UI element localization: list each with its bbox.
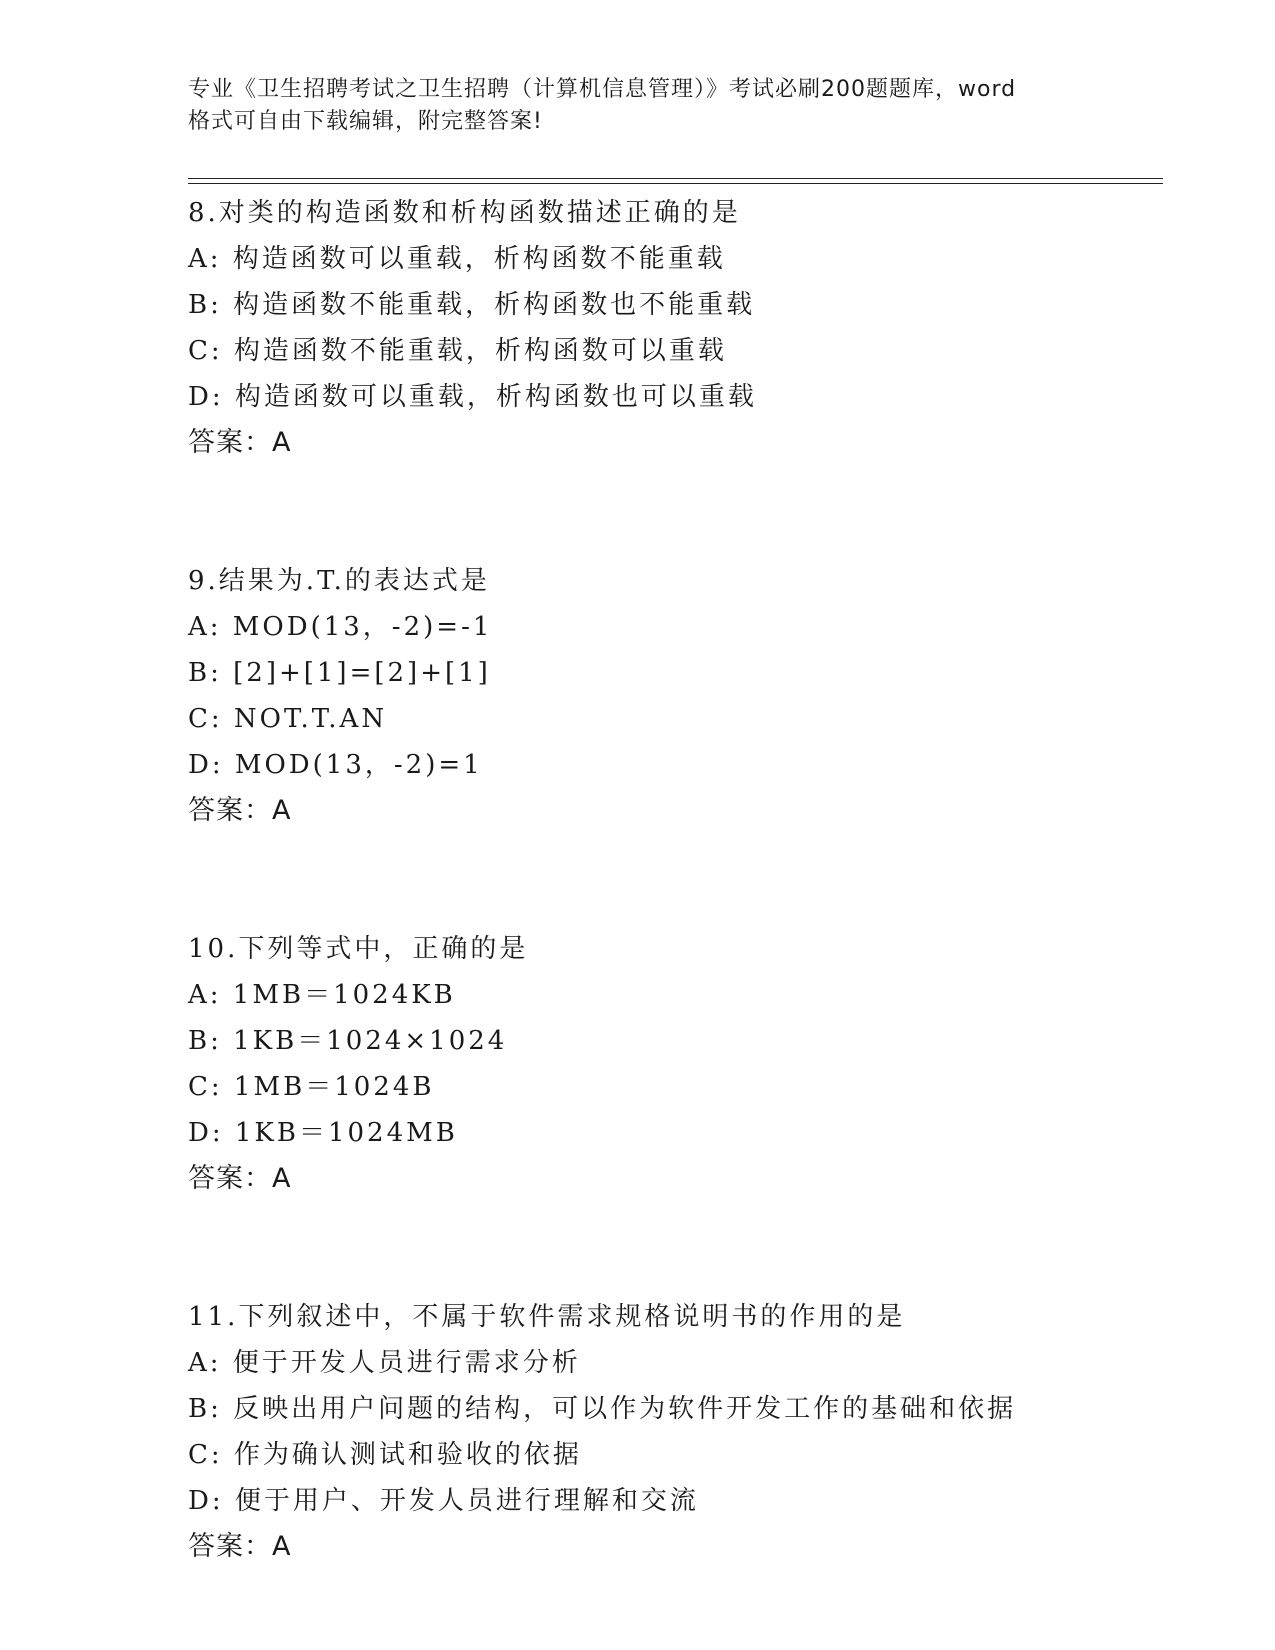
question-spacer xyxy=(188,466,1168,558)
answer-line: 答案：A xyxy=(188,1163,292,1194)
question-10 xyxy=(188,926,1168,1202)
option-c: C: NOT.T.AN xyxy=(188,704,388,734)
question-stem: 11.下列叙述中，不属于软件需求规格说明书的作用的是 xyxy=(188,1302,906,1332)
question-list xyxy=(188,190,1168,1570)
question-stem: 8.对类的构造函数和析构函数描述正确的是 xyxy=(188,198,741,228)
option-d: D: MOD(13，-2)=1 xyxy=(188,750,483,780)
option-c: C: 1MB＝1024B xyxy=(188,1072,435,1102)
header-line-2: 格式可自由下载编辑，附完整答案! xyxy=(188,109,543,134)
option-a: A: 1MB＝1024KB xyxy=(188,980,456,1010)
option-d: D: 便于用户、开发人员进行理解和交流 xyxy=(188,1486,699,1516)
question-spacer xyxy=(188,1202,1168,1294)
header-divider-top xyxy=(188,178,1163,179)
option-d: D: 1KB＝1024MB xyxy=(188,1118,458,1148)
answer-line: 答案：A xyxy=(188,427,292,458)
answer-line: 答案：A xyxy=(188,1531,292,1562)
header-divider-bottom xyxy=(188,183,1163,184)
option-b: B: 1KB＝1024×1024 xyxy=(188,1026,508,1056)
option-b: B: 构造函数不能重载，析构函数也不能重载 xyxy=(188,290,756,320)
header-line-1: 专业《卫生招聘考试之卫生招聘（计算机信息管理）》考试必刷200题题库，word xyxy=(188,77,1017,102)
document-header xyxy=(188,74,1108,138)
option-c: C: 构造函数不能重载，析构函数可以重载 xyxy=(188,336,727,366)
question-stem: 9.结果为.T.的表达式是 xyxy=(188,566,490,596)
question-9 xyxy=(188,558,1168,834)
option-a: A: 构造函数可以重载，析构函数不能重载 xyxy=(188,244,726,274)
option-d: D: 构造函数可以重载，析构函数也可以重载 xyxy=(188,382,757,412)
question-11 xyxy=(188,1294,1168,1570)
answer-line: 答案：A xyxy=(188,795,292,826)
option-b: B: 反映出用户问题的结构，可以作为软件开发工作的基础和依据 xyxy=(188,1394,1017,1424)
option-b: B: [2]+[1]=[2]+[1] xyxy=(188,658,491,688)
question-stem: 10.下列等式中，正确的是 xyxy=(188,934,529,964)
option-a: A: MOD(13，-2)=-1 xyxy=(188,612,493,642)
option-a: A: 便于开发人员进行需求分析 xyxy=(188,1348,581,1378)
question-8 xyxy=(188,190,1168,466)
question-spacer xyxy=(188,834,1168,926)
option-c: C: 作为确认测试和验收的依据 xyxy=(188,1440,582,1470)
